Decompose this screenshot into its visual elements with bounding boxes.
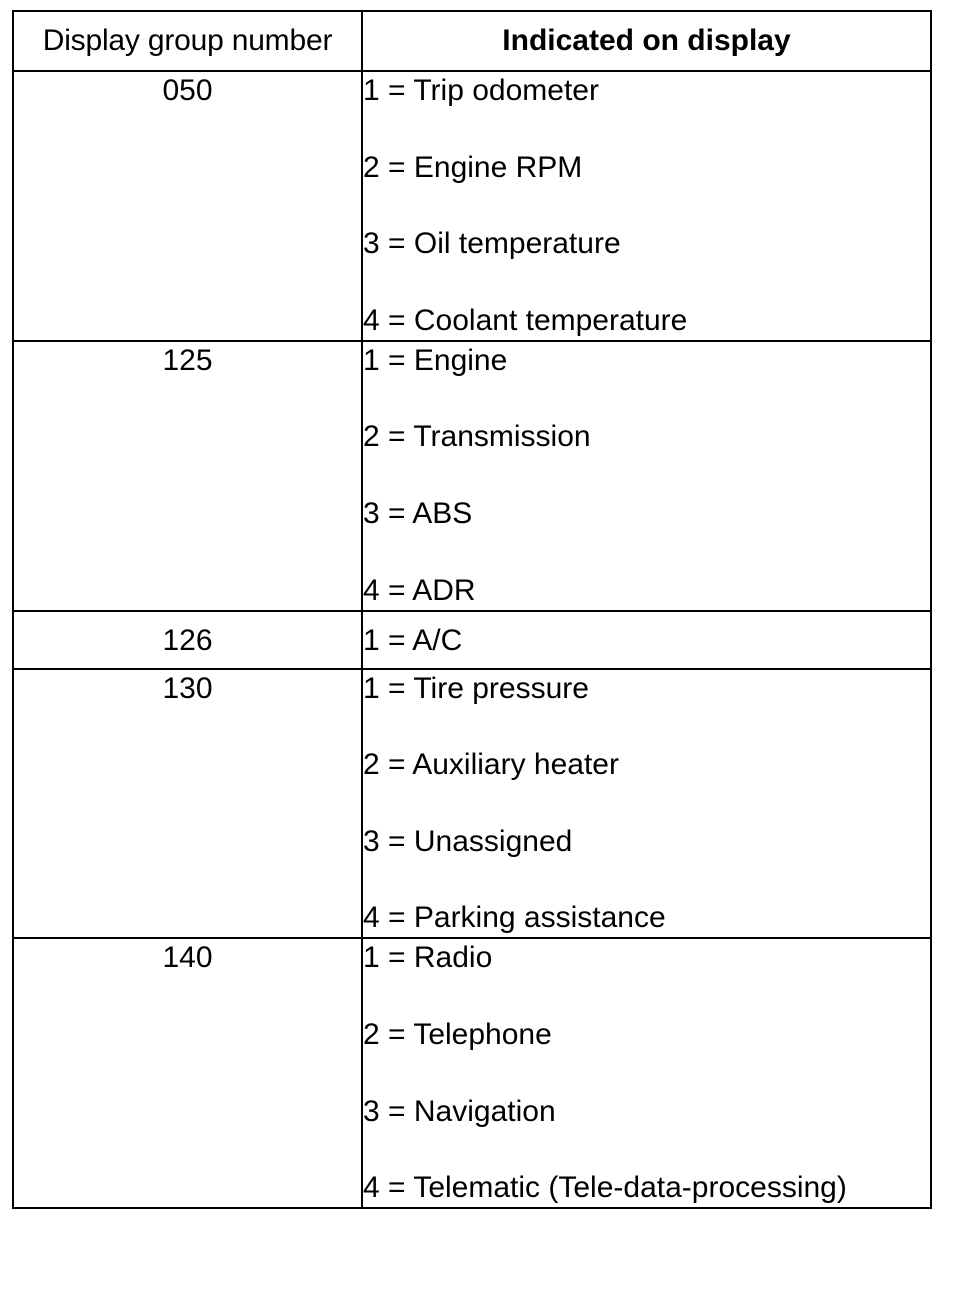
group-number-cell: 130: [13, 669, 362, 939]
indicated-item: 1 = Trip odometer: [363, 74, 599, 107]
header-row: [13, 11, 931, 71]
indicated-item: 1 = Tire pressure: [363, 671, 589, 705]
table-row: [13, 71, 931, 341]
indicated-items-cell: [362, 669, 931, 939]
indicated-item: 3 = Oil temperature: [363, 227, 621, 261]
indicated-items-cell: [362, 611, 931, 669]
indicated-item: 1 = Radio: [363, 941, 493, 975]
indicated-item: 3 = Unassigned: [363, 824, 573, 858]
header-display-group-number: Display group number: [13, 11, 362, 71]
indicated-item: 1 = A/C: [363, 623, 463, 657]
group-number-cell: 126: [13, 611, 362, 669]
indicated-item: 3 = Navigation: [363, 1094, 556, 1128]
indicated-item: 3 = ABS: [363, 496, 473, 530]
indicated-item: 4 = ADR: [363, 573, 476, 607]
indicated-items-cell: [362, 938, 931, 1208]
table-row: [13, 669, 931, 939]
indicated-item: 2 = Auxiliary heater: [363, 748, 619, 782]
group-number-cell: 050: [13, 71, 362, 341]
table-body: [13, 71, 931, 1208]
indicated-item: 2 = Telephone: [363, 1017, 552, 1051]
indicated-item: 4 = Parking assistance: [363, 901, 666, 935]
indicated-item: 2 = Engine RPM: [363, 150, 583, 184]
group-number-cell: 140: [13, 938, 362, 1208]
table-row: [13, 341, 931, 611]
indicated-item: 2 = Transmission: [363, 420, 591, 454]
table-row: [13, 938, 931, 1208]
indicated-items-cell: [362, 71, 931, 341]
header-indicated-on-display: Indicated on display: [362, 11, 931, 71]
display-group-table: [12, 10, 932, 1209]
indicated-items-cell: [362, 341, 931, 611]
group-number-cell: 125: [13, 341, 362, 611]
indicated-item: 1 = Engine: [363, 343, 508, 377]
indicated-item: 4 = Telematic (Tele-data-processing): [363, 1171, 847, 1205]
indicated-item: 4 = Coolant temperature: [363, 303, 688, 337]
table-row: [13, 611, 931, 669]
